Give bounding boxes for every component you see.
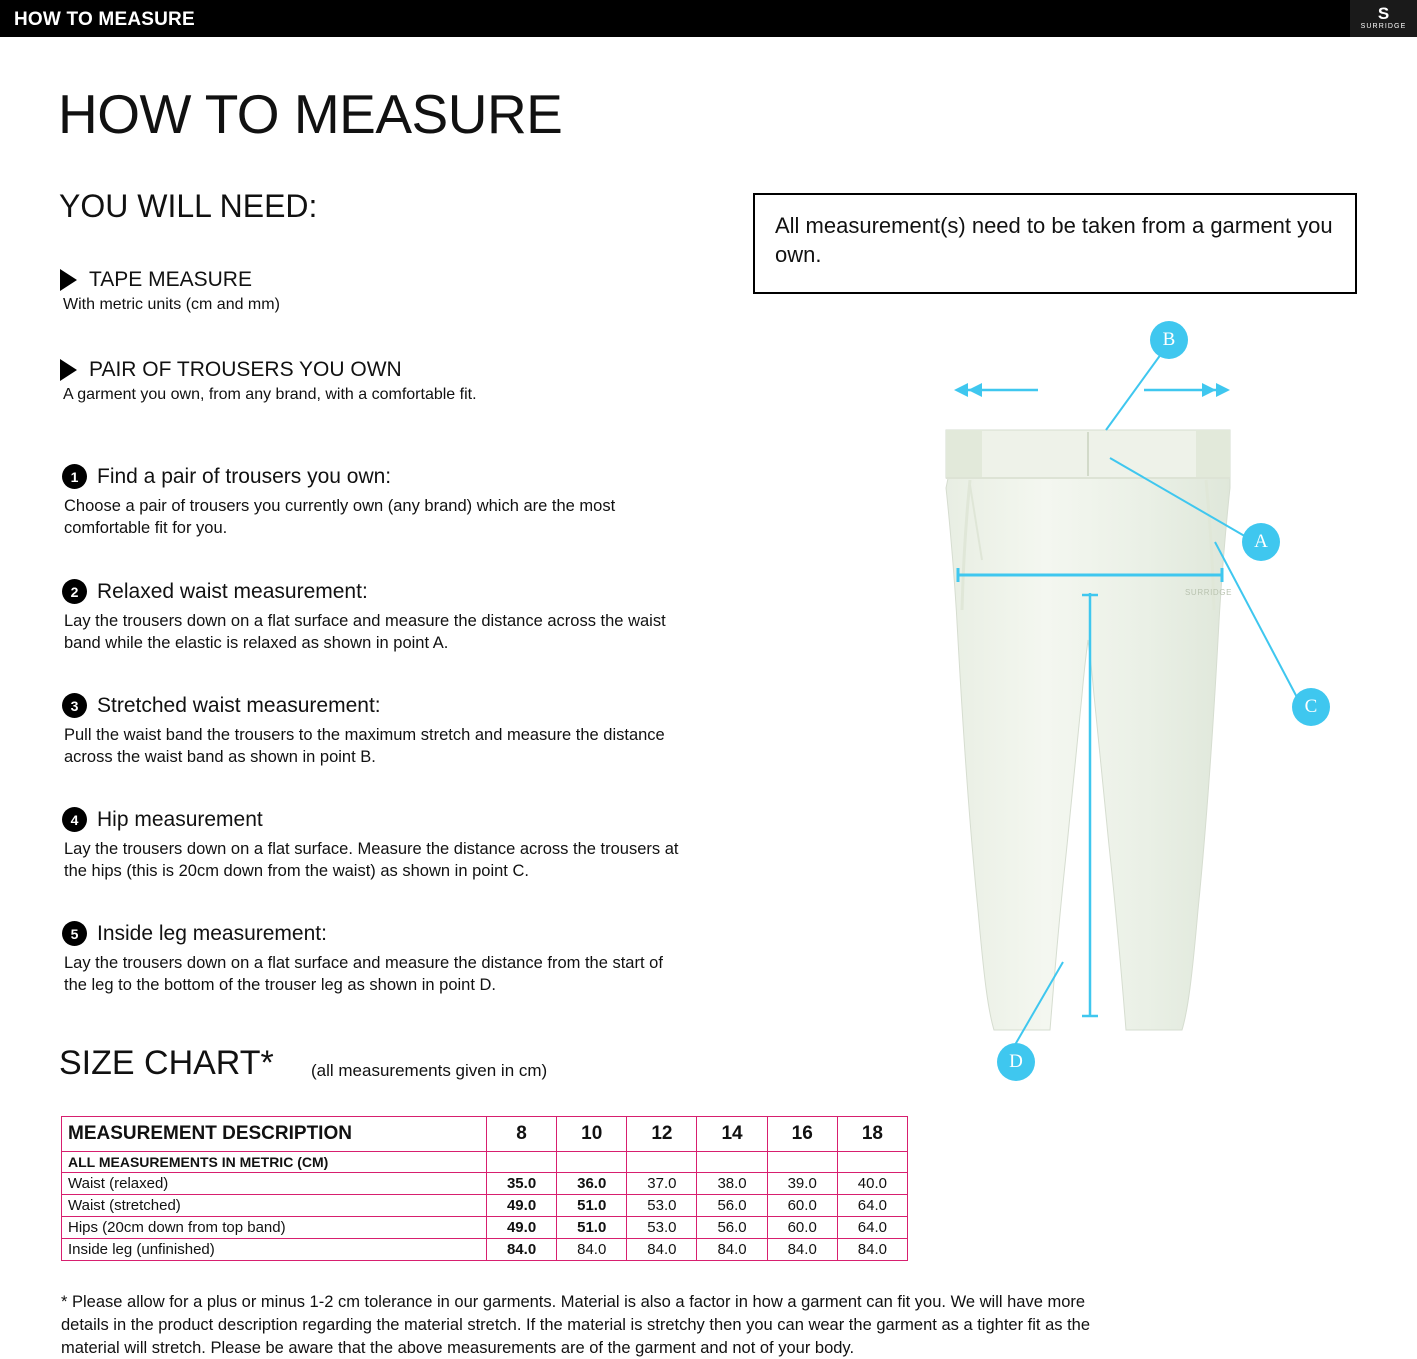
step-number-badge: 5 — [62, 921, 87, 946]
table-row — [62, 1173, 908, 1195]
cell: 49.0 — [487, 1195, 557, 1217]
table-subheader-row — [62, 1152, 908, 1173]
cell: 64.0 — [837, 1217, 907, 1239]
cell: 84.0 — [767, 1239, 837, 1261]
col-header-18: 18 — [837, 1117, 907, 1152]
need-item-head — [60, 268, 280, 292]
top-bar — [0, 0, 1417, 37]
need-item-tape-measure — [60, 268, 280, 314]
notice-text: All measurement(s) need to be taken from a garment you own. — [775, 213, 1333, 267]
cell: 84.0 — [557, 1239, 627, 1261]
svg-text:SURRIDGE: SURRIDGE — [1185, 588, 1233, 597]
cell: 84.0 — [837, 1239, 907, 1261]
step-body: Lay the trousers down on a flat surface and measure the distance across the waist band while the elastic is relaxed as shown in point A. — [64, 612, 666, 652]
cell: 64.0 — [837, 1195, 907, 1217]
step-1 — [62, 464, 682, 540]
subheader-blank — [557, 1152, 627, 1173]
col-header-14: 14 — [697, 1117, 767, 1152]
step-5 — [62, 921, 682, 997]
step-head — [62, 921, 682, 946]
cell: 37.0 — [627, 1173, 697, 1195]
need-item-sub: A garment you own, from any brand, with a comfortable fit. — [63, 386, 477, 403]
step-title: Hip measurement — [97, 807, 263, 831]
callout-d: D — [997, 1043, 1035, 1081]
table-row — [62, 1239, 908, 1261]
cell: 51.0 — [557, 1217, 627, 1239]
subheader-label: ALL MEASUREMENTS IN METRIC (CM) — [62, 1152, 487, 1173]
subheader-blank — [767, 1152, 837, 1173]
cell: 56.0 — [697, 1217, 767, 1239]
step-head — [62, 693, 682, 718]
need-item-trousers — [60, 358, 477, 404]
col-header-10: 10 — [557, 1117, 627, 1152]
cell: 53.0 — [627, 1217, 697, 1239]
step-number-badge: 4 — [62, 807, 87, 832]
footnote-text: * Please allow for a plus or minus 1-2 cm tolerance in our garments. Material is also a factor in how a garment can fit you. We will have more details in the product description regarding the material stretch. If the material is stretchy then you can wear the garment as a tighter fit as the material will stretch. Please be aware that the above measurements are of the garment and not of your body. — [61, 1293, 1091, 1357]
size-chart-table — [61, 1116, 908, 1261]
cell: 84.0 — [697, 1239, 767, 1261]
step-head — [62, 579, 682, 604]
col-header-description: MEASUREMENT DESCRIPTION — [62, 1117, 487, 1152]
cell: 60.0 — [767, 1217, 837, 1239]
cell: 36.0 — [557, 1173, 627, 1195]
step-body: Choose a pair of trousers you currently own (any brand) which are the most comfortable fit for you. — [64, 497, 616, 537]
cell: 49.0 — [487, 1217, 557, 1239]
row-label: Inside leg (unfinished) — [62, 1239, 487, 1261]
step-head — [62, 807, 682, 832]
cell: 84.0 — [627, 1239, 697, 1261]
cell: 60.0 — [767, 1195, 837, 1217]
step-body: Lay the trousers down on a flat surface. Measure the distance across the trousers at the hips (this is 20cm down from the waist) as shown in point C. — [64, 840, 679, 880]
subheader-blank — [697, 1152, 767, 1173]
cell: 51.0 — [557, 1195, 627, 1217]
cell: 38.0 — [697, 1173, 767, 1195]
table-row — [62, 1195, 908, 1217]
notice-box — [753, 193, 1357, 294]
step-4 — [62, 807, 682, 883]
callout-c: C — [1292, 688, 1330, 726]
cell: 53.0 — [627, 1195, 697, 1217]
col-header-16: 16 — [767, 1117, 837, 1152]
callout-b: B — [1150, 321, 1188, 359]
cell: 56.0 — [697, 1195, 767, 1217]
top-bar-title: HOW TO MEASURE — [14, 9, 195, 30]
size-chart-subtitle: (all measurements given in cm) — [311, 1061, 548, 1080]
step-3 — [62, 693, 682, 769]
triangle-bullet-icon — [60, 359, 77, 381]
need-item-title: PAIR OF TROUSERS YOU OWN — [89, 358, 402, 381]
subheader-blank — [837, 1152, 907, 1173]
step-body: Pull the waist band the trousers to the maximum stretch and measure the distance across the waist band as shown in point B. — [64, 726, 665, 766]
row-label: Waist (stretched) — [62, 1195, 487, 1217]
step-number-badge: 1 — [62, 464, 87, 489]
callout-a: A — [1242, 523, 1280, 561]
step-number-badge: 3 — [62, 693, 87, 718]
step-number-badge: 2 — [62, 579, 87, 604]
page-title: HOW TO MEASURE — [58, 83, 563, 145]
step-title: Stretched waist measurement: — [97, 693, 381, 717]
step-title: Inside leg measurement: — [97, 921, 327, 945]
brand-logo — [1350, 0, 1417, 37]
trouser-illustration — [930, 310, 1360, 1100]
cell: 35.0 — [487, 1173, 557, 1195]
table-row — [62, 1217, 908, 1239]
size-chart-title: SIZE CHART* — [59, 1044, 274, 1082]
need-item-sub: With metric units (cm and mm) — [63, 296, 280, 313]
row-label: Hips (20cm down from top band) — [62, 1217, 487, 1239]
need-item-title: TAPE MEASURE — [89, 268, 252, 291]
step-title: Relaxed waist measurement: — [97, 579, 368, 603]
step-body: Lay the trousers down on a flat surface and measure the distance from the start of the leg to the bottom of the trouser leg as shown in point D. — [64, 954, 663, 994]
row-label: Waist (relaxed) — [62, 1173, 487, 1195]
you-will-need-heading: YOU WILL NEED: — [59, 188, 318, 224]
col-header-8: 8 — [487, 1117, 557, 1152]
subheader-blank — [627, 1152, 697, 1173]
col-header-12: 12 — [627, 1117, 697, 1152]
step-2 — [62, 579, 682, 655]
subheader-blank — [487, 1152, 557, 1173]
brand-mark-icon: S — [1377, 4, 1390, 23]
triangle-bullet-icon — [60, 269, 77, 291]
cell: 39.0 — [767, 1173, 837, 1195]
cell: 40.0 — [837, 1173, 907, 1195]
step-head — [62, 464, 682, 489]
cell: 84.0 — [487, 1239, 557, 1261]
brand-name-label: SURRIDGE — [1360, 23, 1407, 30]
table-header-row — [62, 1117, 908, 1152]
step-title: Find a pair of trousers you own: — [97, 464, 392, 488]
need-item-head — [60, 358, 477, 382]
